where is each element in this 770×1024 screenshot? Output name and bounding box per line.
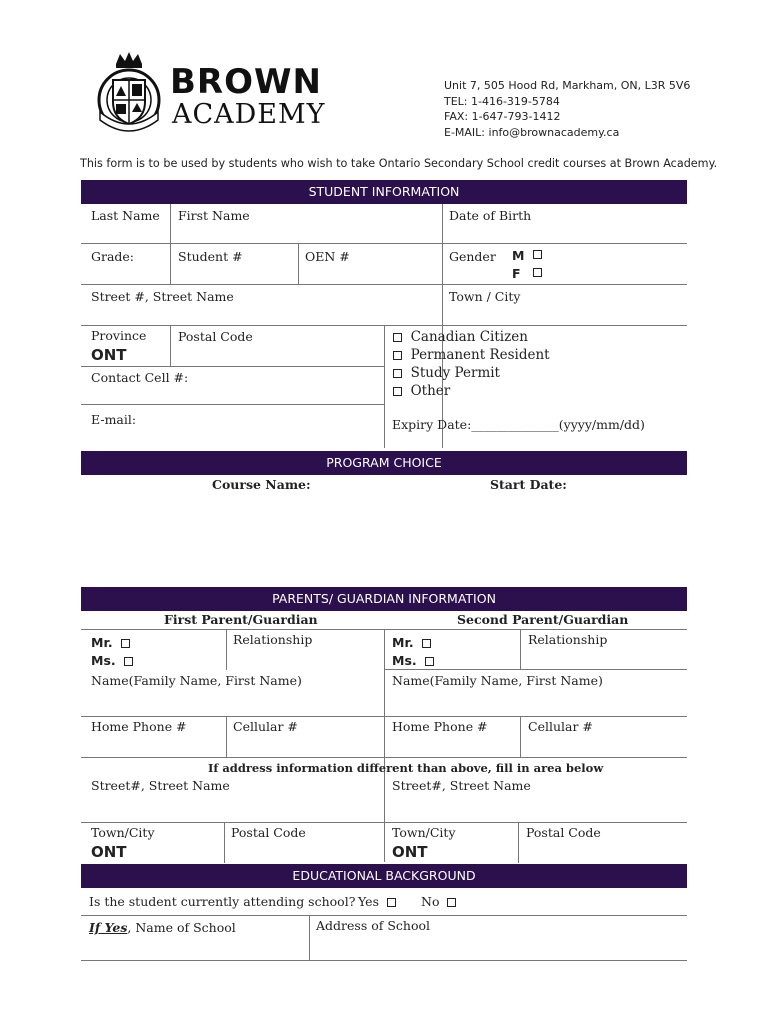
brand-subtitle: ACADEMY bbox=[172, 99, 326, 130]
oen-label: OEN # bbox=[305, 249, 350, 264]
status-option[interactable] bbox=[393, 382, 550, 400]
province-label: Province bbox=[91, 328, 147, 343]
no-option bbox=[421, 894, 456, 909]
postal-label-1: Postal Code bbox=[231, 825, 306, 840]
province-value: ONT bbox=[91, 346, 127, 364]
status-label: Study Permit bbox=[410, 365, 500, 381]
section-student-info: STUDENT INFORMATION bbox=[81, 180, 687, 204]
email-line: E-MAIL: info@brownacademy.ca bbox=[444, 125, 620, 139]
no-label: No bbox=[421, 894, 440, 909]
gender-m-checkbox[interactable] bbox=[533, 250, 542, 259]
status-label: Permanent Resident bbox=[410, 347, 550, 363]
mr-label-2 bbox=[392, 635, 431, 650]
start-date-label: Start Date: bbox=[490, 477, 567, 492]
home-phone-label-1: Home Phone # bbox=[91, 719, 187, 734]
school-crest bbox=[96, 50, 162, 138]
section-education: EDUCATIONAL BACKGROUND bbox=[81, 864, 687, 888]
relationship-label-2: Relationship bbox=[528, 632, 608, 647]
street-label-1: Street#, Street Name bbox=[91, 778, 230, 793]
first-name-label: First Name bbox=[178, 208, 250, 223]
status-option[interactable] bbox=[393, 328, 550, 346]
relationship-label-1: Relationship bbox=[233, 632, 313, 647]
province-value-1: ONT bbox=[91, 843, 127, 861]
ms-checkbox-2[interactable] bbox=[425, 657, 434, 666]
ms-label-1 bbox=[91, 653, 133, 668]
status-option[interactable] bbox=[393, 364, 550, 382]
ms-checkbox-1[interactable] bbox=[124, 657, 133, 666]
grade-label: Grade: bbox=[91, 249, 135, 264]
tel-line: TEL: 1-416-319-5784 bbox=[444, 94, 560, 108]
no-checkbox[interactable] bbox=[447, 898, 456, 907]
fax-line: FAX: 1-647-793-1412 bbox=[444, 110, 561, 123]
town-label: Town / City bbox=[449, 289, 521, 304]
yes-label: Yes bbox=[358, 894, 379, 909]
gender-m-label: M bbox=[512, 248, 525, 263]
yes-checkbox[interactable] bbox=[387, 898, 396, 907]
checkbox-other[interactable] bbox=[393, 387, 402, 396]
brand-name: BROWN bbox=[170, 62, 322, 102]
home-phone-label-2: Home Phone # bbox=[392, 719, 488, 734]
last-name-label: Last Name bbox=[91, 208, 160, 223]
section-parents-info: PARENTS/ GUARDIAN INFORMATION bbox=[81, 587, 687, 611]
name-of-school-label: , Name of School bbox=[127, 920, 236, 935]
mr-text: Mr. bbox=[91, 635, 113, 650]
crest-icon bbox=[96, 50, 162, 138]
status-option[interactable] bbox=[393, 346, 550, 364]
checkbox-permanent-resident[interactable] bbox=[393, 351, 402, 360]
mr-checkbox-1[interactable] bbox=[121, 639, 130, 648]
checkbox-canadian-citizen[interactable] bbox=[393, 333, 402, 342]
status-label: Other bbox=[410, 383, 451, 399]
cellular-label-1: Cellular # bbox=[233, 719, 298, 734]
street-label-2: Street#, Street Name bbox=[392, 778, 531, 793]
intro-text: This form is to be used by students who wish to take Ontario Secondary School credit courses at Brown Academy. bbox=[80, 157, 718, 170]
name-label-1: Name(Family Name, First Name) bbox=[91, 673, 302, 688]
gender-f-checkbox[interactable] bbox=[533, 268, 542, 277]
contact-cell-label: Contact Cell #: bbox=[91, 370, 189, 385]
dob-label: Date of Birth bbox=[449, 208, 532, 223]
email-label: E-mail: bbox=[91, 412, 137, 427]
address-line: Unit 7, 505 Hood Rd, Markham, ON, L3R 5V6 bbox=[444, 79, 691, 92]
yes-option bbox=[358, 894, 396, 909]
ms-text: Ms. bbox=[392, 653, 417, 668]
gender-label: Gender bbox=[449, 249, 496, 264]
ms-text: Ms. bbox=[91, 653, 116, 668]
second-parent-heading: Second Parent/Guardian bbox=[457, 612, 629, 627]
first-parent-heading: First Parent/Guardian bbox=[164, 612, 318, 627]
street-label: Street #, Street Name bbox=[91, 289, 234, 304]
cellular-label-2: Cellular # bbox=[528, 719, 593, 734]
name-label-2: Name(Family Name, First Name) bbox=[392, 673, 603, 688]
address-of-school-label: Address of School bbox=[316, 918, 430, 933]
province-value-2: ONT bbox=[392, 843, 428, 861]
school-name-label bbox=[89, 920, 236, 935]
postal-label-2: Postal Code bbox=[526, 825, 601, 840]
mr-text: Mr. bbox=[392, 635, 414, 650]
status-options bbox=[393, 328, 550, 400]
town-label-1: Town/City bbox=[91, 825, 155, 840]
contact-block bbox=[444, 78, 690, 140]
attending-question: Is the student currently attending school? bbox=[89, 894, 356, 909]
ms-label-2 bbox=[392, 653, 434, 668]
status-label: Canadian Citizen bbox=[410, 329, 528, 345]
gender-f-label: F bbox=[512, 266, 521, 281]
student-number-label: Student # bbox=[178, 249, 243, 264]
mr-label-1 bbox=[91, 635, 130, 650]
address-note: If address information different than above, fill in area below bbox=[208, 761, 604, 775]
postal-code-label: Postal Code bbox=[178, 329, 253, 344]
section-program-choice: PROGRAM CHOICE bbox=[81, 451, 687, 475]
town-label-2: Town/City bbox=[392, 825, 456, 840]
checkbox-study-permit[interactable] bbox=[393, 369, 402, 378]
if-yes-label: If Yes bbox=[89, 920, 128, 935]
expiry-date-label: Expiry Date:______________(yyyy/mm/dd) bbox=[392, 417, 645, 432]
course-name-label: Course Name: bbox=[212, 477, 311, 492]
mr-checkbox-2[interactable] bbox=[422, 639, 431, 648]
